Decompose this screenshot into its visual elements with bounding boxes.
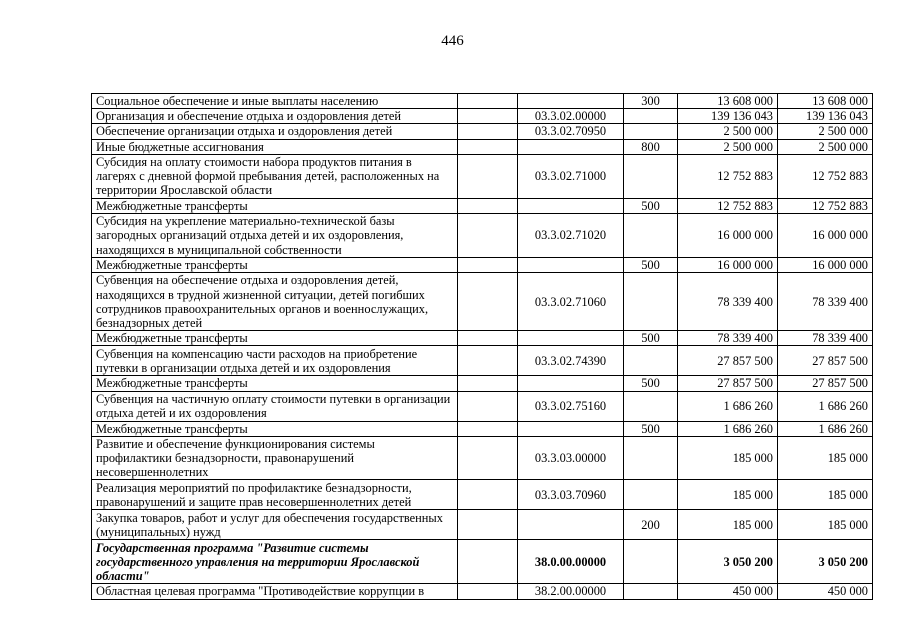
row-type-cell	[624, 214, 678, 258]
table-row	[92, 391, 873, 421]
row-code-cell: 03.3.02.71000	[518, 154, 624, 198]
row-value-year2-cell: 27 857 500	[778, 376, 873, 391]
row-code-cell: 03.3.03.70960	[518, 480, 624, 510]
row-name-cell: Межбюджетные трансферты	[92, 376, 458, 391]
table-row	[92, 421, 873, 436]
table-row	[92, 258, 873, 273]
row-value-year2-cell: 78 339 400	[778, 331, 873, 346]
row-empty-cell	[458, 94, 518, 109]
row-value-year1-cell: 1 686 260	[678, 421, 778, 436]
row-value-year2-cell: 27 857 500	[778, 346, 873, 376]
row-code-cell	[518, 258, 624, 273]
row-value-year2-cell: 2 500 000	[778, 124, 873, 139]
row-type-cell	[624, 124, 678, 139]
row-code-cell: 03.3.02.71060	[518, 273, 624, 331]
row-code-cell	[518, 510, 624, 540]
row-name-cell: Организация и обеспечение отдыха и оздоровления детей	[92, 109, 458, 124]
table-row	[92, 124, 873, 139]
table-row	[92, 273, 873, 331]
row-empty-cell	[458, 198, 518, 213]
row-name-cell: Субвенция на компенсацию части расходов на приобретение путевки в организации отдыха детей и их оздоровления	[92, 346, 458, 376]
table-row	[92, 376, 873, 391]
row-name-cell: Субсидия на оплату стоимости набора продуктов питания в лагерях с дневной формой пребывания детей, расположенных на территории Ярославской области	[92, 154, 458, 198]
row-type-cell: 800	[624, 139, 678, 154]
row-empty-cell	[458, 214, 518, 258]
row-code-cell	[518, 376, 624, 391]
table-row	[92, 540, 873, 584]
row-empty-cell	[458, 391, 518, 421]
row-name-cell: Субвенция на частичную оплату стоимости путевки в организации отдыха детей и их оздоровления	[92, 391, 458, 421]
row-code-cell	[518, 198, 624, 213]
row-code-cell: 03.3.02.75160	[518, 391, 624, 421]
row-type-cell: 500	[624, 198, 678, 213]
row-type-cell: 500	[624, 258, 678, 273]
row-empty-cell	[458, 124, 518, 139]
row-value-year2-cell: 16 000 000	[778, 258, 873, 273]
row-type-cell: 500	[624, 331, 678, 346]
row-value-year2-cell: 1 686 260	[778, 421, 873, 436]
table-row	[92, 346, 873, 376]
row-name-cell: Субсидия на укрепление материально-технической базы загородных организаций отдыха детей и их оздоровления, находящихся в муниципальной собственности	[92, 214, 458, 258]
row-value-year1-cell: 1 686 260	[678, 391, 778, 421]
row-value-year1-cell: 185 000	[678, 510, 778, 540]
row-value-year2-cell: 78 339 400	[778, 273, 873, 331]
row-name-cell: Государственная программа "Развитие системы государственного управления на территории Ярославской области"	[92, 540, 458, 584]
row-empty-cell	[458, 154, 518, 198]
row-code-cell: 03.3.02.71020	[518, 214, 624, 258]
row-value-year2-cell: 13 608 000	[778, 94, 873, 109]
row-value-year1-cell: 185 000	[678, 436, 778, 480]
row-code-cell	[518, 94, 624, 109]
table-row	[92, 94, 873, 109]
table-row	[92, 214, 873, 258]
row-type-cell: 300	[624, 94, 678, 109]
row-code-cell: 03.3.03.00000	[518, 436, 624, 480]
row-value-year2-cell: 12 752 883	[778, 198, 873, 213]
row-type-cell	[624, 480, 678, 510]
row-value-year2-cell: 139 136 043	[778, 109, 873, 124]
row-value-year1-cell: 2 500 000	[678, 124, 778, 139]
table-row	[92, 480, 873, 510]
row-value-year2-cell: 450 000	[778, 584, 873, 599]
row-code-cell	[518, 421, 624, 436]
row-value-year2-cell: 3 050 200	[778, 540, 873, 584]
row-code-cell: 03.3.02.74390	[518, 346, 624, 376]
row-code-cell: 03.3.02.00000	[518, 109, 624, 124]
row-code-cell: 38.0.00.00000	[518, 540, 624, 584]
row-value-year2-cell: 1 686 260	[778, 391, 873, 421]
row-name-cell: Межбюджетные трансферты	[92, 421, 458, 436]
row-code-cell	[518, 139, 624, 154]
row-code-cell	[518, 331, 624, 346]
row-empty-cell	[458, 331, 518, 346]
row-type-cell	[624, 154, 678, 198]
row-name-cell: Областная целевая программа "Противодействие коррупции в	[92, 584, 458, 599]
row-type-cell: 200	[624, 510, 678, 540]
row-code-cell: 38.2.00.00000	[518, 584, 624, 599]
row-value-year1-cell: 13 608 000	[678, 94, 778, 109]
table-row	[92, 436, 873, 480]
row-empty-cell	[458, 436, 518, 480]
row-empty-cell	[458, 376, 518, 391]
row-value-year2-cell: 185 000	[778, 480, 873, 510]
row-name-cell: Межбюджетные трансферты	[92, 198, 458, 213]
row-value-year1-cell: 185 000	[678, 480, 778, 510]
row-type-cell	[624, 584, 678, 599]
row-empty-cell	[458, 584, 518, 599]
row-name-cell: Развитие и обеспечение функционирования системы профилактики безнадзорности, правонарушений несовершеннолетних	[92, 436, 458, 480]
row-type-cell	[624, 109, 678, 124]
table-row	[92, 584, 873, 599]
budget-table-body	[92, 94, 873, 600]
row-type-cell: 500	[624, 376, 678, 391]
table-row	[92, 139, 873, 154]
row-value-year1-cell: 12 752 883	[678, 198, 778, 213]
row-value-year1-cell: 3 050 200	[678, 540, 778, 584]
budget-table	[91, 93, 873, 600]
row-name-cell: Реализация мероприятий по профилактике безнадзорности, правонарушений и защите прав несовершеннолетних детей	[92, 480, 458, 510]
row-empty-cell	[458, 421, 518, 436]
row-value-year1-cell: 16 000 000	[678, 214, 778, 258]
row-value-year1-cell: 16 000 000	[678, 258, 778, 273]
row-name-cell: Закупка товаров, работ и услуг для обеспечения государственных (муниципальных) нужд	[92, 510, 458, 540]
table-row	[92, 331, 873, 346]
row-name-cell: Обеспечение организации отдыха и оздоровления детей	[92, 124, 458, 139]
row-type-cell	[624, 436, 678, 480]
row-empty-cell	[458, 480, 518, 510]
row-value-year1-cell: 2 500 000	[678, 139, 778, 154]
table-row	[92, 154, 873, 198]
row-name-cell: Межбюджетные трансферты	[92, 331, 458, 346]
table-row	[92, 510, 873, 540]
row-value-year1-cell: 450 000	[678, 584, 778, 599]
row-value-year1-cell: 27 857 500	[678, 346, 778, 376]
row-value-year1-cell: 27 857 500	[678, 376, 778, 391]
row-empty-cell	[458, 510, 518, 540]
row-empty-cell	[458, 540, 518, 584]
row-name-cell: Иные бюджетные ассигнования	[92, 139, 458, 154]
row-name-cell: Субвенция на обеспечение отдыха и оздоровления детей, находящихся в трудной жизненной ситуации, детей погибших сотрудников правоохранительных органов и военнослужащих, безнадзорных детей	[92, 273, 458, 331]
row-value-year1-cell: 78 339 400	[678, 331, 778, 346]
row-type-cell	[624, 273, 678, 331]
row-value-year1-cell: 139 136 043	[678, 109, 778, 124]
row-empty-cell	[458, 109, 518, 124]
row-value-year2-cell: 16 000 000	[778, 214, 873, 258]
row-empty-cell	[458, 346, 518, 376]
table-row	[92, 109, 873, 124]
row-value-year1-cell: 12 752 883	[678, 154, 778, 198]
row-empty-cell	[458, 139, 518, 154]
row-type-cell	[624, 346, 678, 376]
row-name-cell: Социальное обеспечение и иные выплаты населению	[92, 94, 458, 109]
row-value-year2-cell: 185 000	[778, 436, 873, 480]
row-empty-cell	[458, 273, 518, 331]
page-number: 446	[441, 33, 464, 49]
row-value-year2-cell: 12 752 883	[778, 154, 873, 198]
row-type-cell	[624, 391, 678, 421]
table-row	[92, 198, 873, 213]
row-type-cell	[624, 540, 678, 584]
row-code-cell: 03.3.02.70950	[518, 124, 624, 139]
row-value-year1-cell: 78 339 400	[678, 273, 778, 331]
row-name-cell: Межбюджетные трансферты	[92, 258, 458, 273]
row-empty-cell	[458, 258, 518, 273]
row-value-year2-cell: 2 500 000	[778, 139, 873, 154]
row-type-cell: 500	[624, 421, 678, 436]
row-value-year2-cell: 185 000	[778, 510, 873, 540]
